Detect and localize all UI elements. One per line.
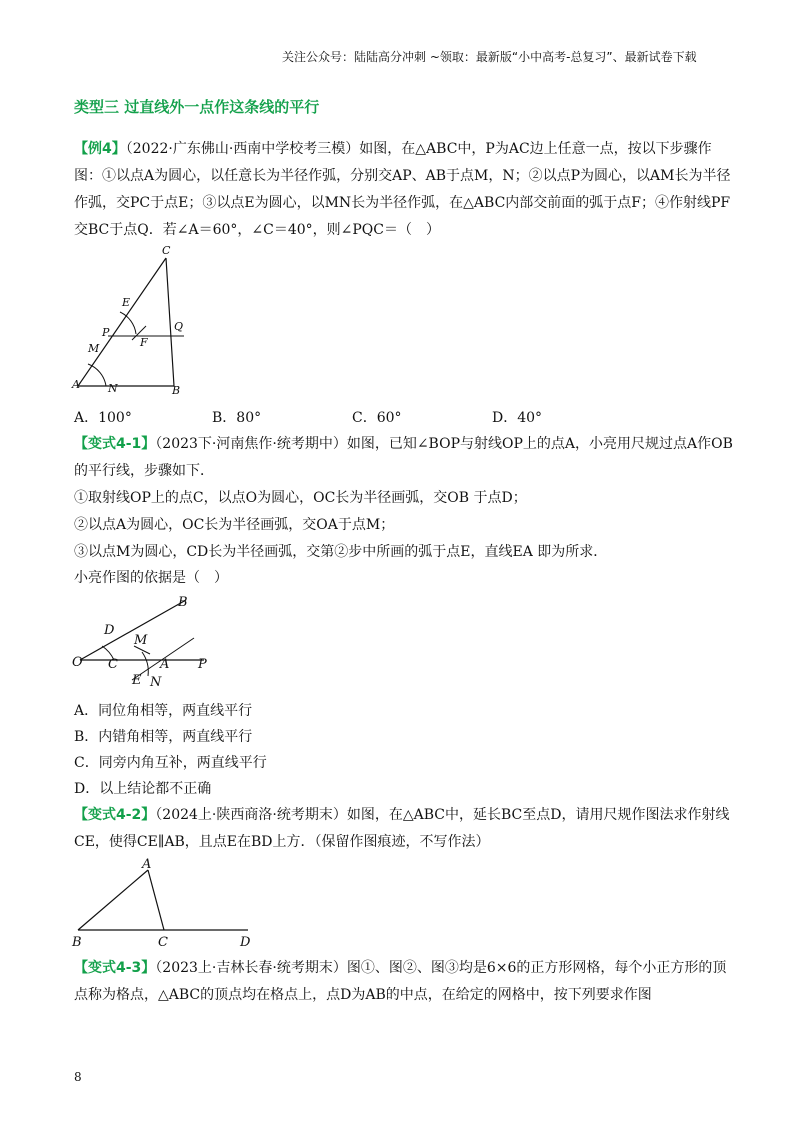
variant-4-1-body: （2023下·河南焦作·统考期中）如图，已知∠BOP与射线OP上的点A，小亮用尺规过点A作OB 的平行线，步骤如下． [74,436,733,479]
fig41-label-b: B [178,595,188,610]
variant-4-1-figure [70,592,220,692]
fig41-label-m: M [134,633,148,648]
variant-4-1-option-a[interactable]: A．同位角相等，两直线平行 [74,703,253,719]
variant-4-1-option-b[interactable]: B．内错角相等，两直线平行 [74,729,253,745]
fig42-label-a: A [142,857,152,872]
fig4-label-n: N [108,382,118,395]
variant-4-2-text [74,802,738,856]
example-4-option-b[interactable]: B．80° [212,410,262,426]
page-header: 关注公众号：陆陆高分冲刺 ~领取：最新版“小中高考-总复习”、最新试卷下载 [282,50,697,64]
fig41-label-o: O [72,655,83,670]
example-4-text [74,136,738,244]
fig42-label-b: B [72,935,82,950]
fig4-label-f: F [140,336,148,349]
variant-4-3-body: （2023上·吉林长春·统考期末）图①、图②、图③均是6×6的正方形网格，每个小正方形的顶点称为格点，△ABC的顶点均在格点上，点D为AB的中点，在给定的网格中，按下列要求作图 [74,960,727,1003]
example-4-body: （2022·广东佛山·西南中学校考三模）如图，在△ABC中，P为AC边上任意一点，按以下步骤作图：①以点A为圆心，以任意长为半径作弧，分别交AP、AB于点M，N；②以点P为圆心，以AM长为半径作弧，交PC于点E；③以点E为圆心，以MN长为半径作弧，在△ABC内部交前面的弧于点F；④作射线PF交BC于点Q．若∠A＝60°，∠C＝40°，则∠PQC＝（ ） [74,141,731,238]
section-title: 类型三 过直线外一点作这条线的平行 [74,98,320,116]
fig4-label-q: Q [174,320,184,333]
variant-4-1-tag: 【变式4-1】 [74,436,156,452]
fig41-label-d: D [104,623,115,638]
fig4-label-p: P [102,326,110,339]
variant-4-2-body: （2024上·陕西商洛·统考期末）如图，在△ABC中，延长BC至点D，请用尺规作图法求作射线CE，使得CE∥AB，且点E在BD上方．（保留作图痕迹，不写作法） [74,807,730,850]
variant-4-2-figure [70,852,270,952]
fig41-label-p: P [198,657,207,672]
fig41-label-a: A [160,657,170,672]
variant-4-1-step-3: ③以点M为圆心，CD长为半径画弧，交第②步中所画的弧于点E，直线EA 即为所求． [74,544,608,560]
fig4-label-e: E [122,296,131,309]
fig4-label-m: M [88,342,100,355]
page-number: 8 [74,1070,82,1084]
fig41-label-e: E [132,673,142,688]
variant-4-1-step-1: ①取射线OP上的点C，以点O为圆心，OC长为半径画弧，交OB 于点D； [74,490,527,506]
fig42-label-c: C [158,935,168,950]
variant-4-1-option-c[interactable]: C．同旁内角互补，两直线平行 [74,755,267,771]
variant-4-1-step-2: ②以点A为圆心，OC长为半径画弧，交OA于点M； [74,517,395,533]
fig4-label-a: A [72,378,80,391]
fig42-label-d: D [240,935,251,950]
fig4-label-c: C [162,244,171,257]
example-4-option-d[interactable]: D．40° [492,410,543,426]
variant-4-1-text [74,431,738,485]
fig41-label-n: N [150,675,162,690]
fig41-label-c: C [108,657,118,672]
variant-4-2-tag: 【变式4-2】 [74,807,156,823]
example-4-tag: 【例4】 [74,141,126,157]
variant-4-3-text [74,955,738,1009]
example-4-option-a[interactable]: A．100° [74,410,132,426]
example-4-figure [70,240,200,400]
example-4-option-c[interactable]: C．60° [352,410,402,426]
variant-4-3-tag: 【变式4-3】 [74,960,156,976]
fig4-label-b: B [172,384,181,397]
variant-4-1-question: 小亮作图的依据是（ ） [74,570,228,586]
variant-4-1-option-d[interactable]: D．以上结论都不正确 [74,781,212,797]
